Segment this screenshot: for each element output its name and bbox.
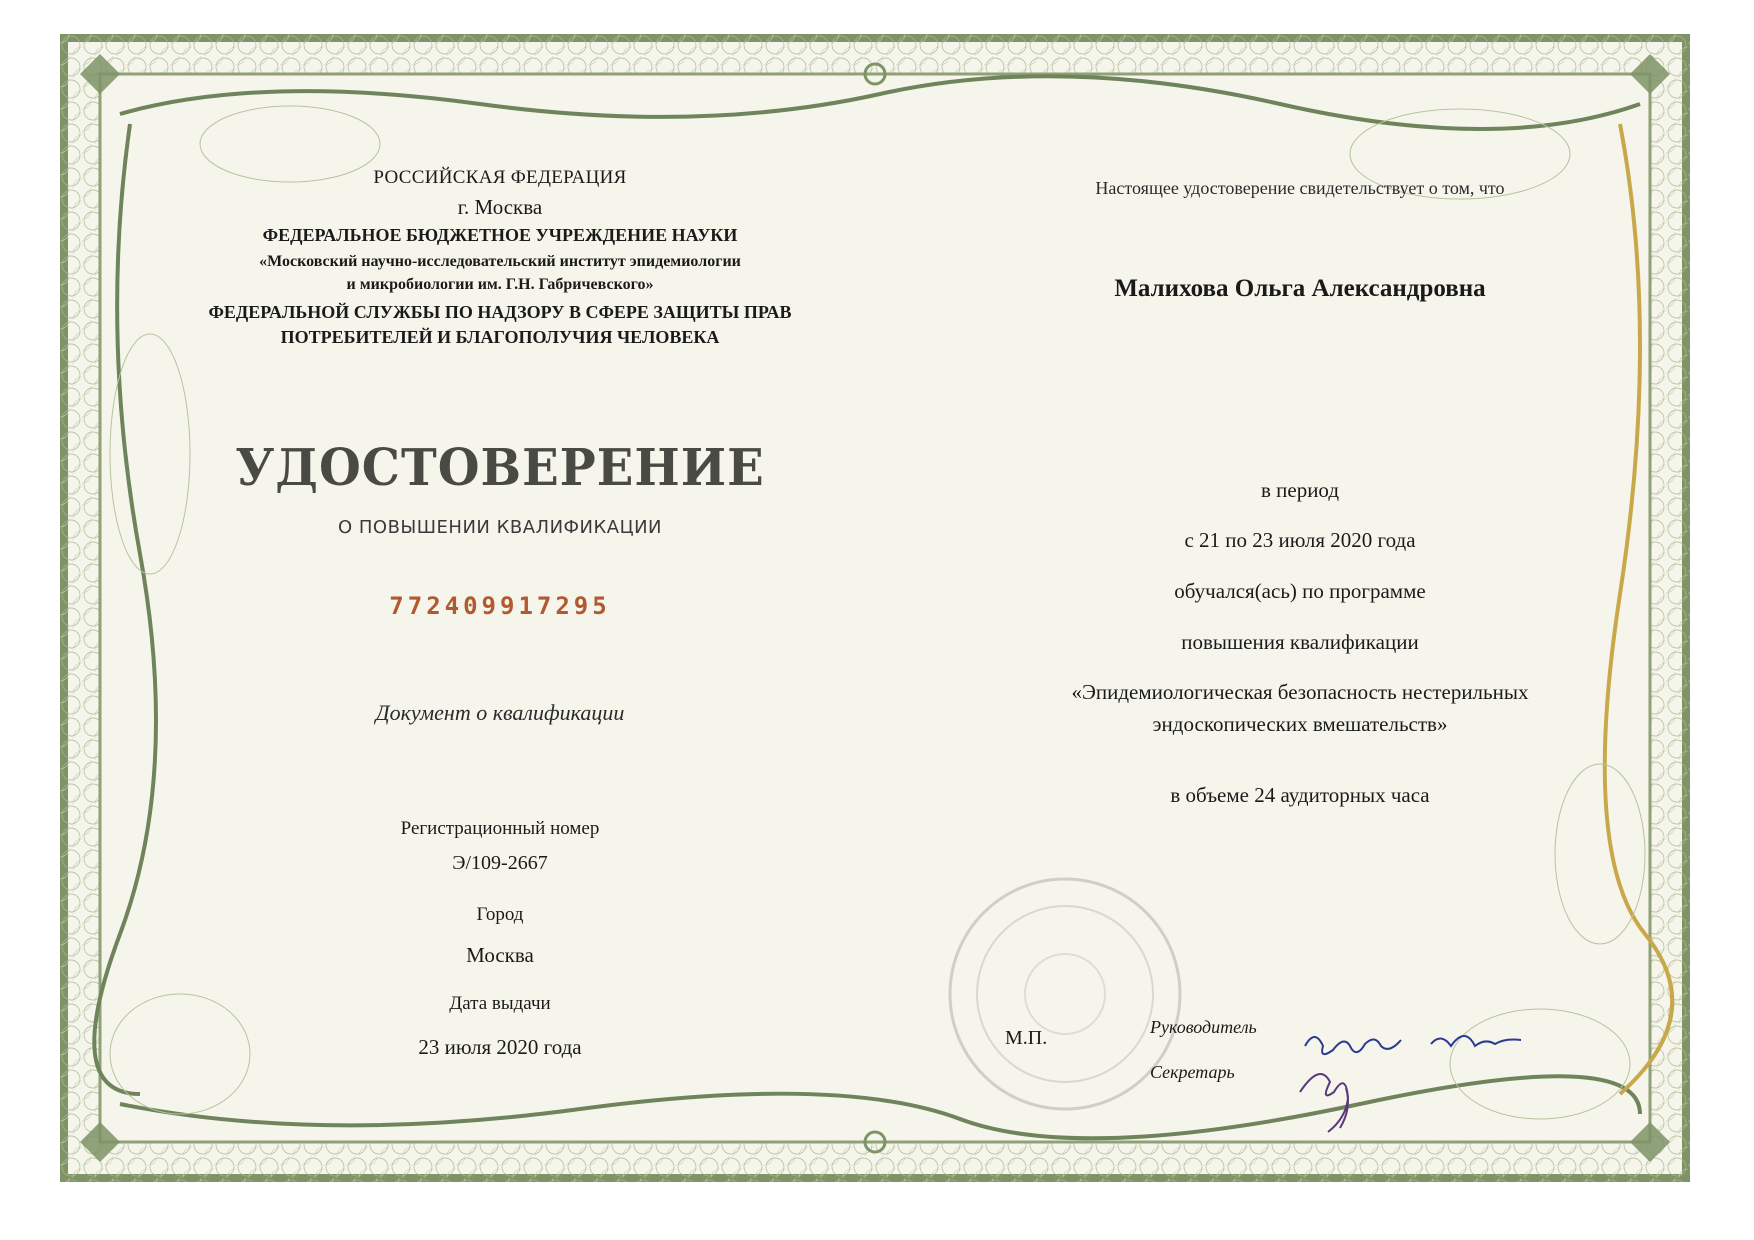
organization-line-1: ФЕДЕРАЛЬНОЕ БЮДЖЕТНОЕ УЧРЕЖДЕНИЕ НАУКИ (262, 225, 738, 245)
organization-line-5: ПОТРЕБИТЕЛЕЙ И БЛАГОПОЛУЧИЯ ЧЕЛОВЕКА (280, 327, 720, 347)
city-heading: г. Москва (457, 195, 543, 219)
organization-line-3: и микробиологии им. Г.Н. Габричевского» (346, 276, 654, 293)
registration-label: Регистрационный номер (400, 818, 600, 839)
serial-number: 772409917295 (389, 592, 611, 620)
document-type: Документ о квалификации (375, 700, 625, 725)
certificate-intro: Настоящее удостоверение свидетельствует о том, что (1095, 178, 1505, 198)
organization-line-4: ФЕДЕРАЛЬНОЙ СЛУЖБЫ ПО НАДЗОРУ В СФЕРЕ ЗАЩИТЫ ПРАВ (208, 302, 792, 322)
program-name-line-1: «Эпидемиологическая безопасность нестерильных (1071, 680, 1529, 704)
secretary-label: Секретарь (1150, 1062, 1235, 1082)
period-value: с 21 по 23 июля 2020 года (1184, 528, 1416, 552)
head-signature (1305, 1036, 1521, 1054)
organization-line-2: «Московский научно-исследовательский институт эпидемиологии (259, 253, 741, 270)
registration-number: Э/109-2667 (452, 852, 548, 874)
program-volume: в объеме 24 аудиторных часа (1170, 783, 1430, 807)
head-label: Руководитель (1150, 1017, 1257, 1037)
certificate-title: УДОСТОВЕРЕНИЕ (235, 438, 765, 498)
city-value: Москва (466, 943, 534, 967)
seal-place-label: М.П. (1005, 1027, 1048, 1049)
certificate-subtitle: О ПОВЫШЕНИИ КВАЛИФИКАЦИИ (337, 517, 663, 538)
recipient-name: Малихова Ольга Александровна (1114, 275, 1486, 302)
program-type: повышения квалификации (1181, 630, 1419, 654)
program-name-line-2: эндоскопических вмешательств» (1152, 712, 1448, 736)
city-label: Город (476, 904, 524, 925)
secretary-signature (1300, 1074, 1348, 1132)
studied-line: обучался(ась) по программе (1174, 579, 1426, 603)
issue-date-label: Дата выдачи (449, 993, 551, 1014)
round-seal-stamp (950, 879, 1180, 1109)
period-label: в период (1260, 478, 1340, 502)
issue-date: 23 июля 2020 года (418, 1035, 582, 1059)
country-heading: РОССИЙСКАЯ ФЕДЕРАЦИЯ (373, 167, 627, 188)
